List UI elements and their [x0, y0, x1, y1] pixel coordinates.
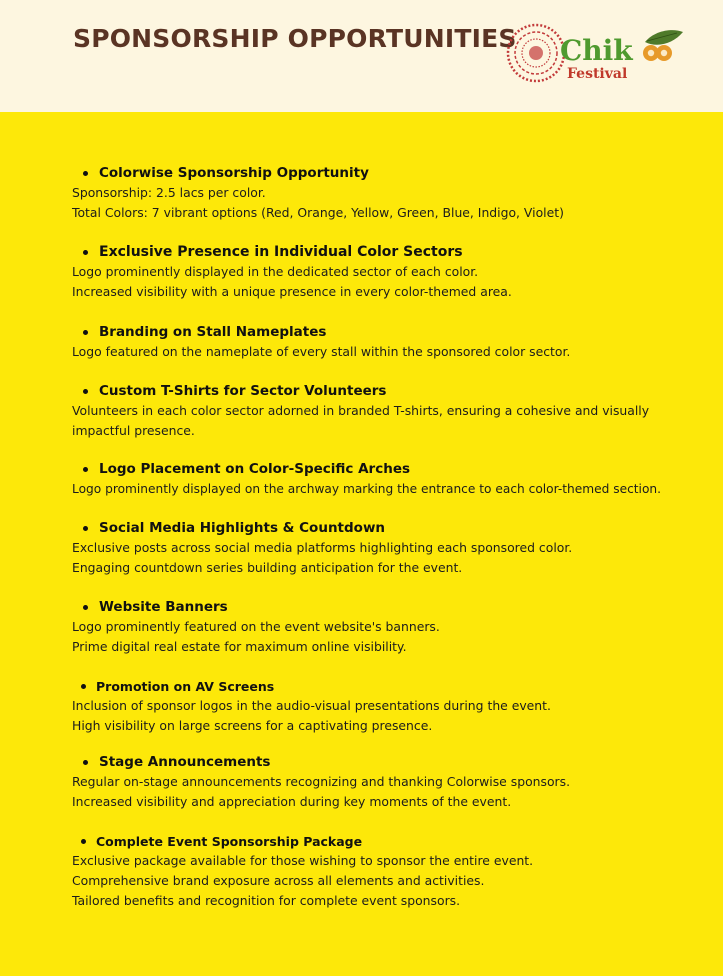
heading-text: Website Banners — [99, 599, 228, 615]
section-line: Logo prominently displayed on the archway marking the entrance to each color-themed section. — [72, 482, 661, 496]
section-line: Comprehensive brand exposure across all elements and activities. — [72, 873, 485, 888]
section-line: Logo prominently featured on the event website's banners. — [72, 619, 440, 634]
section-exclusive-presence — [72, 242, 702, 302]
heading-text: Complete Event Sponsorship Package — [96, 833, 363, 849]
section-heading — [72, 597, 702, 617]
chikoo-festival-logo — [505, 22, 685, 84]
section-heading — [72, 676, 702, 696]
section-website-banners — [72, 597, 702, 657]
bullet-icon — [83, 467, 88, 472]
bullet-icon — [83, 760, 88, 765]
section-line: Engaging countdown series building anticipation for the event. — [72, 560, 463, 575]
section-line: Increased visibility and appreciation during key moments of the event. — [72, 794, 512, 809]
heading-text: Social Media Highlights & Countdown — [99, 520, 386, 536]
section-av-screens — [72, 676, 702, 736]
heading-text: Colorwise Sponsorship Opportunity — [99, 165, 369, 181]
section-heading — [72, 752, 702, 772]
section-line: Exclusive posts across social media platforms highlighting each sponsored color. — [72, 540, 573, 555]
bullet-icon — [81, 839, 86, 844]
section-line: Increased visibility with a unique presence in every color-themed area. — [72, 284, 512, 299]
bullet-icon — [83, 330, 88, 335]
section-tshirts — [72, 381, 702, 441]
logo-text-chik: Chik — [560, 34, 633, 67]
section-heading — [72, 163, 702, 183]
section-complete-package — [72, 831, 702, 911]
section-line: High visibility on large screens for a captivating presence. — [72, 718, 433, 733]
bullet-icon — [83, 171, 88, 176]
section-colorwise — [72, 163, 702, 223]
section-line: Inclusion of sponsor logos in the audio-visual presentations during the event. — [72, 698, 551, 713]
section-line: Exclusive package available for those wishing to sponsor the entire event. — [72, 853, 534, 868]
section-heading — [72, 381, 702, 401]
section-line: Prime digital real estate for maximum online visibility. — [72, 639, 407, 654]
section-line: Total Colors: 7 vibrant options (Red, Orange, Yellow, Green, Blue, Indigo, Violet) — [72, 205, 564, 220]
section-line: Tailored benefits and recognition for complete event sponsors. — [72, 893, 461, 908]
section-heading — [72, 322, 702, 342]
heading-text: Stage Announcements — [99, 754, 271, 770]
section-line: Logo prominently displayed in the dedicated sector of each color. — [72, 264, 479, 279]
logo-text-festival: Festival — [567, 66, 628, 82]
section-heading — [72, 242, 702, 262]
heading-text: Branding on Stall Nameplates — [99, 324, 327, 340]
sponsorship-content — [0, 112, 723, 976]
section-line: Regular on-stage announcements recognizing and thanking Colorwise sponsors. — [72, 774, 571, 789]
bullet-icon — [83, 526, 88, 531]
section-social-media — [72, 518, 702, 578]
section-heading — [72, 459, 702, 479]
page-title: SPONSORSHIP OPPORTUNITIES — [73, 24, 517, 53]
bullet-icon — [81, 684, 86, 689]
section-heading — [72, 518, 702, 538]
heading-text: Logo Placement on Color-Specific Arches — [99, 461, 411, 477]
section-heading — [72, 831, 702, 851]
section-line: Sponsorship: 2.5 lacs per color. — [72, 185, 266, 200]
heading-text: Exclusive Presence in Individual Color Sectors — [99, 244, 463, 260]
section-stall-nameplates — [72, 322, 702, 362]
bullet-icon — [83, 389, 88, 394]
section-arches — [72, 459, 702, 499]
section-line: Volunteers in each color sector adorned in branded T-shirts, ensuring a cohesive and visually — [72, 403, 650, 418]
bullet-icon — [83, 605, 88, 610]
bullet-icon — [83, 250, 88, 255]
section-line: Logo featured on the nameplate of every stall within the sponsored color sector. — [72, 344, 571, 359]
heading-text: Promotion on AV Screens — [96, 678, 275, 694]
mandala-icon — [508, 25, 564, 81]
leaf-icon — [645, 30, 683, 45]
section-line: impactful presence. — [72, 423, 195, 438]
header — [0, 0, 723, 112]
heading-text: Custom T-Shirts for Sector Volunteers — [99, 383, 387, 399]
section-stage-announcements — [72, 752, 702, 812]
